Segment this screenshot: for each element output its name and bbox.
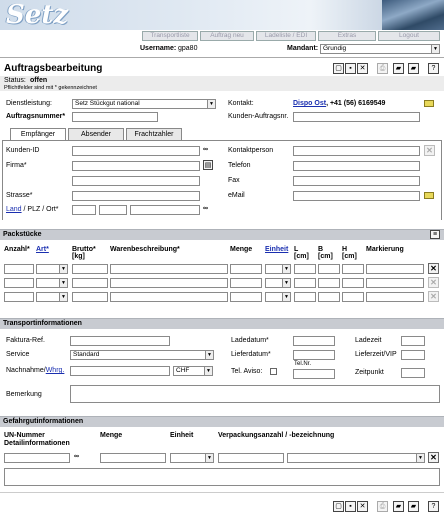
faktura-input[interactable] [70,336,170,346]
telefon-label: Telefon [228,162,251,169]
packstueck-input[interactable] [318,278,340,288]
col-brutto: Brutto* [kg] [72,246,96,260]
header-photo [382,0,444,30]
chevron-down-icon: ▼ [59,279,67,287]
lieferdatum-input[interactable] [293,350,335,360]
packstueck-input[interactable] [342,278,364,288]
col-b: B [cm] [318,246,333,260]
col-h: H [cm] [342,246,357,260]
packstueck-input[interactable] [366,278,424,288]
firma-label: Firma* [6,162,27,169]
packstueck-select[interactable] [265,278,291,288]
packstueck-input[interactable] [110,264,228,274]
truck-icon[interactable]: ▰ [393,501,404,512]
nav-extras[interactable]: Extras [318,31,376,41]
status-value: offen [30,77,48,84]
divider [0,492,444,493]
packstueck-input[interactable] [4,278,34,288]
clear-icon[interactable]: ✕ [424,145,435,156]
email-input[interactable] [293,191,420,201]
kontaktperson-input[interactable] [293,146,420,156]
col-gefahr-menge: Menge [100,432,123,439]
nav-ladeliste-edi[interactable]: Ladeliste / EDI [256,31,316,41]
packstueck-input[interactable] [342,292,364,302]
detailinformationen-textarea[interactable] [4,468,440,486]
chevron-down-icon: ▼ [282,279,290,287]
waehrung-link[interactable]: Whrg. [45,367,65,374]
currency-value: CHF [176,367,190,374]
land-plz-ort-label [6,206,59,213]
packstueck-input[interactable] [110,292,228,302]
packstueck-input[interactable] [342,264,364,274]
plz-input[interactable] [99,205,127,215]
packstueck-input[interactable] [230,278,262,288]
kunden-auftragsnr-label: Kunden-Auftragsnr. [228,113,289,120]
gefahr-einheit-select[interactable] [170,453,214,463]
bemerkung-textarea[interactable] [70,385,440,403]
plz-ort-text: / PLZ / Ort* [21,206,59,213]
divider [0,57,444,58]
land-link[interactable]: Land [6,206,22,213]
binoculars-icon[interactable]: ∞ [74,453,79,460]
packstueck-input[interactable] [366,292,424,302]
packstueck-select[interactable] [265,264,291,274]
delete-row-icon[interactable]: ✕ [428,291,439,302]
close-icon[interactable]: ✕ [357,501,368,512]
truck-icon[interactable]: ▰ [393,63,404,74]
fax-label: Fax [228,177,240,184]
save-icon[interactable]: ▪ [345,501,356,512]
strasse-label: Strasse* [6,192,33,199]
delete-row-icon[interactable]: ✕ [428,277,439,288]
dienstleistung-select[interactable] [72,99,216,109]
kontaktperson-label: Kontaktperson [228,147,274,154]
telefon-input[interactable] [293,161,420,171]
col-anzahl: Anzahl* [4,246,30,253]
land-input[interactable] [72,205,96,215]
tel-aviso-label: Tel. Aviso: [231,368,263,375]
chevron-down-icon: ▼ [59,265,67,273]
section-gefahrgut: Gefahrgutinformationen [0,416,444,427]
col-einheit[interactable]: Einheit [265,246,289,253]
lieferzeit-label: Lieferzeit/VIP [355,351,397,358]
help-icon[interactable]: ? [428,63,439,74]
un-nummer-input[interactable] [4,453,70,463]
kontakt-value [293,100,385,107]
packstueck-select[interactable] [36,278,68,288]
packstueck-input[interactable] [110,278,228,288]
chevron-down-icon: ▼ [207,100,215,108]
nav-transportliste[interactable]: Transportliste [142,31,198,41]
chevron-down-icon: ▼ [204,367,212,375]
packstueck-select[interactable] [36,264,68,274]
faktura-label: Faktura-Ref. [6,337,45,344]
ladezeit-input[interactable] [401,336,425,346]
page-title: Auftragsbearbeitung [4,63,103,74]
kontakt-label: Kontakt: [228,100,254,107]
col-gefahr-einheit: Einheit [170,432,194,439]
col-detailinformationen: Detailinformationen [4,440,70,447]
mandant-label: Mandant: [287,45,319,52]
chevron-down-icon: ▼ [416,454,424,462]
ladedatum-label: Ladedatum* [231,337,269,344]
tab-absender[interactable]: Absender [68,128,124,140]
tab-frachtzahler[interactable]: Frachtzahler [126,128,182,140]
mandant-select[interactable] [320,44,440,54]
list-icon[interactable]: ≡ [430,230,440,239]
verpackung-select[interactable] [287,453,425,463]
chevron-down-icon: ▼ [431,45,439,53]
kunden-id-input[interactable] [72,146,200,156]
tel-nr-input[interactable] [293,369,335,379]
packstueck-input[interactable] [366,264,424,274]
section-transport: Transportinformationen [0,318,444,329]
new-document-icon[interactable]: ▢ [333,63,344,74]
packstueck-input[interactable] [294,264,316,274]
help-icon[interactable]: ? [428,501,439,512]
mail-icon[interactable] [424,192,434,199]
required-note: Pflichtfelder sind mit * gekennzeichnet [4,85,97,91]
packstueck-input[interactable] [318,264,340,274]
currency-select[interactable] [173,366,213,376]
zeitpunkt-label: Zeitpunkt [355,369,384,376]
print-icon[interactable]: ⎙ [377,63,388,74]
mandant-value: Grundig [323,45,347,52]
packstueck-input[interactable] [318,292,340,302]
lieferdatum-label: Lieferdatum* [231,351,271,358]
nachnahme-text: Nachnahme/ [6,367,46,374]
nav-auftrag-neu[interactable]: Auftrag neu [200,31,254,41]
gefahr-menge-input[interactable] [100,453,166,463]
status-label: Status: [4,77,26,84]
ladedatum-input[interactable] [293,336,335,346]
section-packstuecke: Packstücke [0,229,444,240]
auftragsnr-label: Auftragsnummer* [6,113,66,120]
binoculars-icon[interactable]: ∞ [203,205,208,212]
address-book-icon[interactable]: ▤ [204,162,212,169]
kunden-id-label: Kunden-ID [6,147,40,154]
col-markierung: Markierung [366,246,404,253]
col-art[interactable]: Art* [36,246,49,253]
auftragsnr-input[interactable] [72,112,158,122]
username-label: Username: [140,45,177,52]
packstueck-input[interactable] [230,292,262,302]
packstueck-input[interactable] [72,278,108,288]
packstueck-input[interactable] [72,292,108,302]
packstueck-input[interactable] [4,292,34,302]
firma-input[interactable] [72,161,200,171]
nachnahme-label [6,367,64,374]
save-icon[interactable]: ▪ [345,63,356,74]
packstueck-input[interactable] [72,264,108,274]
setz-logo: Setz [6,0,69,30]
nav-logout[interactable]: Logout [378,31,440,41]
kunden-auftragsnr-input[interactable] [293,112,420,122]
packstueck-select[interactable] [36,292,68,302]
close-icon[interactable]: ✕ [357,63,368,74]
dienstleistung-value: Setz Stückgut national [75,100,140,107]
tel-nr-label: Tel.Nr. [294,361,312,367]
kontakt-phone: , +41 (56) 6169549 [326,100,386,107]
strasse-input[interactable] [72,191,200,201]
packstueck-input[interactable] [4,264,34,274]
truck-add-icon[interactable]: ▰ [408,501,419,512]
packstueck-input[interactable] [230,264,262,274]
packstueck-input[interactable] [294,292,316,302]
col-warenbeschreibung: Warenbeschreibung* [110,246,180,253]
packstueck-input[interactable] [294,278,316,288]
chevron-down-icon: ▼ [205,454,213,462]
chevron-down-icon: ▼ [282,265,290,273]
delete-row-icon[interactable]: ✕ [428,263,439,274]
kontakt-link[interactable]: Dispo Ost [293,100,327,107]
email-label: eMail [228,192,245,199]
truck-add-icon[interactable]: ▰ [408,63,419,74]
lieferzeit-input[interactable] [401,350,425,360]
ladezeit-label: Ladezeit [355,337,382,344]
delete-row-icon[interactable]: ✕ [428,452,439,463]
firma2-input[interactable] [72,176,200,186]
bemerkung-label: Bemerkung [6,391,42,398]
tab-empfaenger[interactable]: Empfänger [10,128,66,140]
zeitpunkt-input[interactable] [401,368,425,378]
print-icon[interactable]: ⎙ [377,501,388,512]
service-value: Standard [73,351,100,358]
packstueck-select[interactable] [265,292,291,302]
username-value: gpa80 [178,45,198,52]
col-un-nummer: UN-Nummer [4,432,45,439]
binoculars-icon[interactable]: ∞ [203,146,208,153]
col-menge: Menge [230,246,253,253]
col-l: L [cm] [294,246,309,260]
col-verpackung: Verpackungsanzahl / -bezeichnung [218,432,335,439]
ort-input[interactable] [130,205,200,215]
mail-icon[interactable] [424,100,434,107]
tel-aviso-checkbox[interactable] [270,368,277,375]
service-select[interactable] [70,350,214,360]
nachnahme-input[interactable] [70,366,170,376]
dienstleistung-label: Dienstleistung: [6,100,52,107]
chevron-down-icon: ▼ [205,351,213,359]
chevron-down-icon: ▼ [282,293,290,301]
chevron-down-icon: ▼ [59,293,67,301]
fax-input[interactable] [293,176,420,186]
verpackung-anzahl-input[interactable] [218,453,284,463]
service-label: Service [6,351,30,358]
new-document-icon[interactable]: ▢ [333,501,344,512]
